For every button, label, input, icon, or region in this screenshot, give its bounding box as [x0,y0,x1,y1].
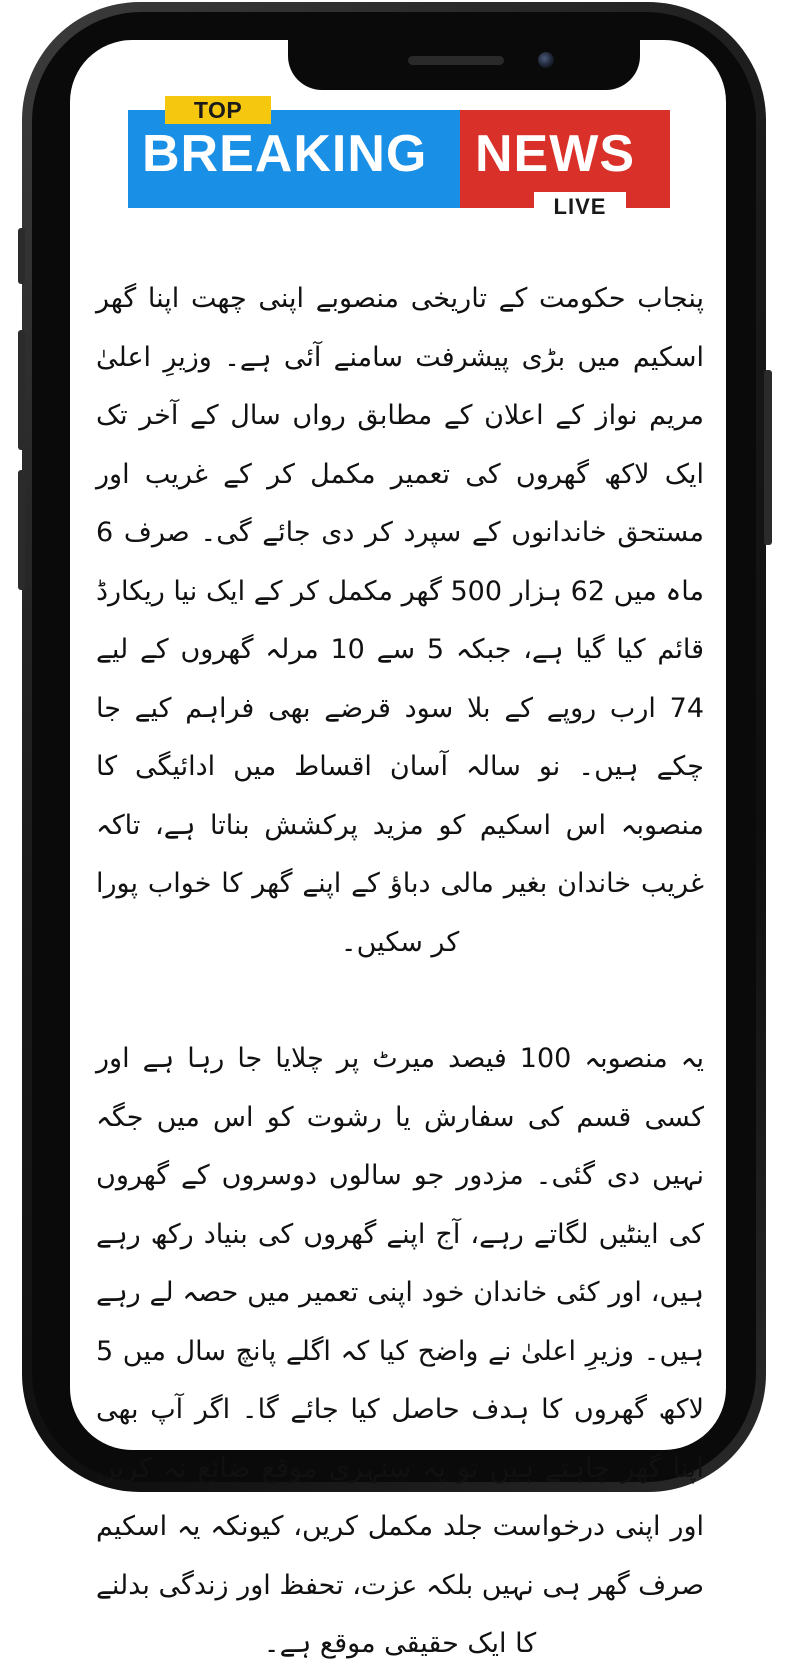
notch [288,40,640,90]
power-button [764,370,772,545]
banner-live-text: LIVE [553,194,607,219]
mute-switch [18,228,25,284]
banner-top-tag: TOP [165,96,271,124]
article-paragraph: پنجاب حکومت کے تاریخی منصوبے اپنی چھت اپنا گھر اسکیم میں بڑی پیشرفت سامنے آئی ہے۔ وزیرِ اعلیٰ مریم نواز کے اعلان کے مطابق رواں سال کے آخر تک ایک لاکھ گھروں کی تعمیر مکمل کر کے غریب اور مستحق خاندانوں کے سپرد کر دی جائے گی۔ صرف 6 ماہ میں 62 ہزار 500 گھر مکمل کر کے ایک نیا ریکارڈ قائم کیا گیا ہے، جبکہ 5 سے 10 مرلہ گھروں کے لیے 74 ارب روپے کے بلا سود قرضے بھی فراہم کیے جا چکے ہیں۔ نو سالہ آسان اقساط میں ادائیگی کا منصوبہ اس اسکیم کو مزید پرکشش بناتا ہے، تاکہ غریب خاندان بغیر مالی دباؤ کے اپنے گھر کا خواب پورا کر سکیں۔ [96,283,705,958]
article-paragraph: یہ منصوبہ 100 فیصد میرٹ پر چلایا جا رہا ہے اور کسی قسم کی سفارش یا رشوت کو اس میں جگہ نہیں دی گئی۔ مزدور جو سالوں دوسروں کے گھروں کی اینٹیں لگاتے رہے، آج اپنے گھروں کی بنیاد رکھ رہے ہیں، اور کئی خاندان خود اپنی تعمیر میں حصہ لے رہے ہیں۔ وزیرِ اعلیٰ نے واضح کیا کہ اگلے پانچ سال میں 5 لاکھ گھروں کا ہدف حاصل کیا جائے گا۔ اگر آپ بھی اپنا گھر چاہتے ہیں تو یہ سنہری موقع ضائع نہ کریں اور اپنی درخواست جلد مکمل کریں، کیونکہ یہ اسکیم صرف گھر ہی نہیں بلکہ عزت، تحفظ اور زندگی بدلنے کا ایک حقیقی موقع ہے۔ [96,1043,704,1659]
article-body [96,270,705,1659]
front-camera-icon [538,52,554,68]
speaker-grille [408,56,504,65]
volume-up-button [18,330,25,450]
volume-down-button [18,470,25,590]
banner-breaking-text: BREAKING [142,125,428,183]
banner-news-text: NEWS [475,125,635,183]
breaking-news-banner [128,96,670,226]
